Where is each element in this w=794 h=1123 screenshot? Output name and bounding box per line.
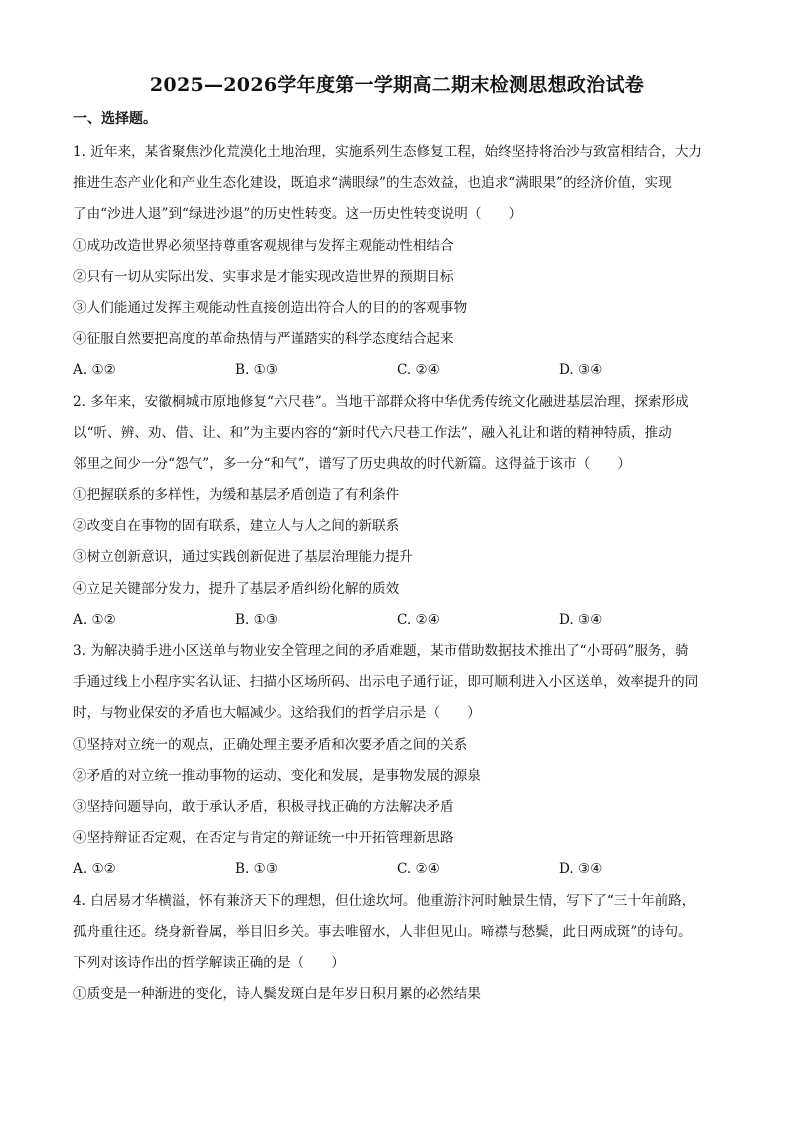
section-heading: 一、选择题。 [73,111,157,127]
answer-option: B. ①③ [235,611,279,628]
answer-option: C. ②④ [397,362,440,379]
answer-option: D. ③④ [559,861,603,878]
question-stem-line: 手通过线上小程序实名认证、扫描小区场所码、出示电子通行证，即可顺利进入小区送单，效率提升的同 [73,674,699,691]
answer-option: C. ②④ [397,861,440,878]
statement: ③人们能通过发挥主观能动性直接创造出符合人的目的的客观事物 [73,299,468,316]
answer-option: D. ③④ [559,611,603,628]
question-stem-line: 孤舟重往还。绕身新眷属，举目旧乡关。事去唯留水，人非但见山。啼襟与愁鬓，此日两成斑”的诗句。 [73,923,692,940]
question-stem-line: 了由“沙进人退”到“绿进沙退”的历史性转变。这一历史性转变说明（ ） [73,206,523,223]
question-stem-line: 邻里之间少一分“怨气”，多一分“和气”，谱写了历史典故的时代新篇。这得益于该市（ ） [73,455,631,472]
question-stem-line: 以“听、辨、劝、借、让、和”为主要内容的“新时代六尺巷工作法”，融入礼让和谐的精神特质，推动 [73,424,672,441]
question-2 [73,387,721,637]
statement: ①坚持对立统一的观点，正确处理主要矛盾和次要矛盾之间的关系 [73,736,468,753]
question-stem-line: 2. 多年来，安徽桐城市原地修复“六尺巷”。当地干部群众将中华优秀传统文化融进基层治理，探索形成 [73,393,689,410]
answer-option: D. ③④ [559,362,603,379]
answer-option: A. ①② [73,362,116,379]
statement: ①把握联系的多样性，为缓和基层矛盾创造了有利条件 [73,487,400,504]
answer-option: A. ①② [73,611,116,628]
question-4 [73,886,721,1011]
answer-option: A. ①② [73,861,116,878]
question-list [73,137,721,1010]
answer-options [73,355,721,386]
question-1 [73,137,721,387]
page-title: 2025—2026学年度第一学期高二期末检测思想政治试卷 [149,74,645,96]
answer-option: B. ①③ [235,861,279,878]
statement: ④征服自然要把高度的革命热情与严谨踏实的科学态度结合起来 [73,331,454,348]
answer-option: B. ①③ [235,362,279,379]
answer-options [73,605,721,636]
statement: ①成功改造世界必须坚持尊重客观规律与发挥主观能动性相结合 [73,237,454,254]
question-stem-line: 3. 为解决骑手进小区送单与物业安全管理之间的矛盾难题，某市借助数据技术推出了“小哥码”服务，骑 [73,643,689,659]
statement: ②改变自在事物的固有联系，建立人与人之间的新联系 [73,518,400,535]
question-stem-line: 1. 近年来，某省聚焦沙化荒漠化土地治理，实施系列生态修复工程，始终坚持将治沙与致富相结合，大力 [73,144,703,160]
statement: ④立足关键部分发力，提升了基层矛盾纠纷化解的质效 [73,580,400,597]
answer-options [73,854,721,885]
statement: ②只有一切从实际出发、实事求是才能实现改造世界的预期目标 [73,268,454,285]
statement: ②矛盾的对立统一推动事物的运动、变化和发展，是事物发展的源泉 [73,767,481,784]
question-stem-line: 下列对该诗作出的哲学解读正确的是（ ） [73,954,345,971]
statement: ③坚持问题导向，敢于承认矛盾，积极寻找正确的方法解决矛盾 [73,798,454,815]
question-stem-line: 4. 白居易才华横溢，怀有兼济天下的理想，但仕途坎坷。他重游汴河时触景生情，写下了“三十年前路， [73,892,696,909]
statement: ①质变是一种渐进的变化，诗人鬓发斑白是年岁日积月累的必然结果 [73,986,481,1003]
answer-option: C. ②④ [397,611,440,628]
question-3 [73,636,721,886]
question-stem-line: 推进生态产业化和产业生态化建设，既追求“满眼绿”的生态效益，也追求“满眼果”的经济价值，实现 [73,175,672,192]
statement: ③树立创新意识，通过实践创新促进了基层治理能力提升 [73,549,413,566]
statement: ④坚持辩证否定观，在否定与肯定的辩证统一中开拓管理新思路 [73,830,454,847]
question-stem-line: 时，与物业保安的矛盾也大幅减少。这给我们的哲学启示是（ ） [73,705,481,722]
